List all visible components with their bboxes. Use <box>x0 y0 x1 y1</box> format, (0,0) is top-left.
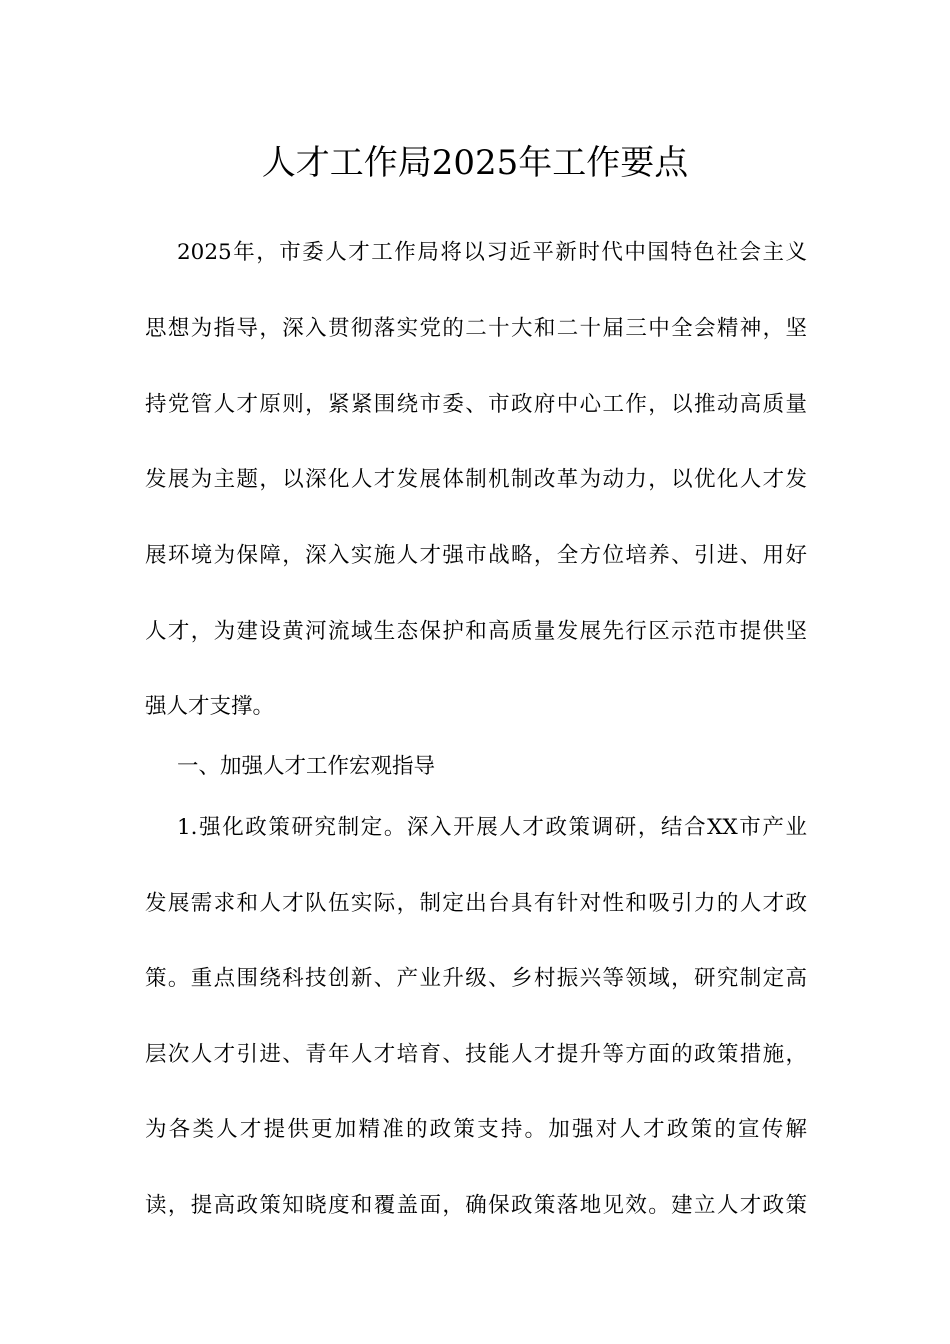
paragraph-line: 人才，为建设黄河流域生态保护和高质量发展先行区示范市提供坚 <box>145 619 807 644</box>
paragraph-line: 发展为主题，以深化人才发展体制机制改革为动力，以优化人才发 <box>145 467 807 492</box>
paragraph-line: 为各类人才提供更加精准的政策支持。加强对人才政策的宣传解 <box>145 1117 807 1142</box>
document-title: 人才工作局2025年工作要点 <box>261 142 689 183</box>
paragraph-line: 持党管人才原则，紧紧围绕市委、市政府中心工作，以推动高质量 <box>145 392 807 417</box>
paragraph-line: 思想为指导，深入贯彻落实党的二十大和二十届三中全会精神，坚 <box>145 316 807 341</box>
paragraph-line: 层次人才引进、青年人才培育、技能人才提升等方面的政策措施， <box>145 1042 807 1067</box>
paragraph-line: 强人才支撑。 <box>145 694 275 719</box>
section-heading: 一、加强人才工作宏观指导 <box>177 754 436 779</box>
paragraph-line: 策。重点围绕科技创新、产业升级、乡村振兴等领域，研究制定高 <box>145 966 807 991</box>
paragraph-line: 1.强化政策研究制定。深入开展人才政策调研，结合XX市产业 <box>177 815 807 840</box>
paragraph-line: 展环境为保障，深入实施人才强市战略，全方位培养、引进、用好 <box>145 543 807 568</box>
paragraph-line: 读，提高政策知晓度和覆盖面，确保政策落地见效。建立人才政策 <box>145 1193 807 1218</box>
paragraph-line: 发展需求和人才队伍实际，制定出台具有针对性和吸引力的人才政 <box>145 891 807 916</box>
paragraph-line: 2025年，市委人才工作局将以习近平新时代中国特色社会主义 <box>177 240 807 265</box>
